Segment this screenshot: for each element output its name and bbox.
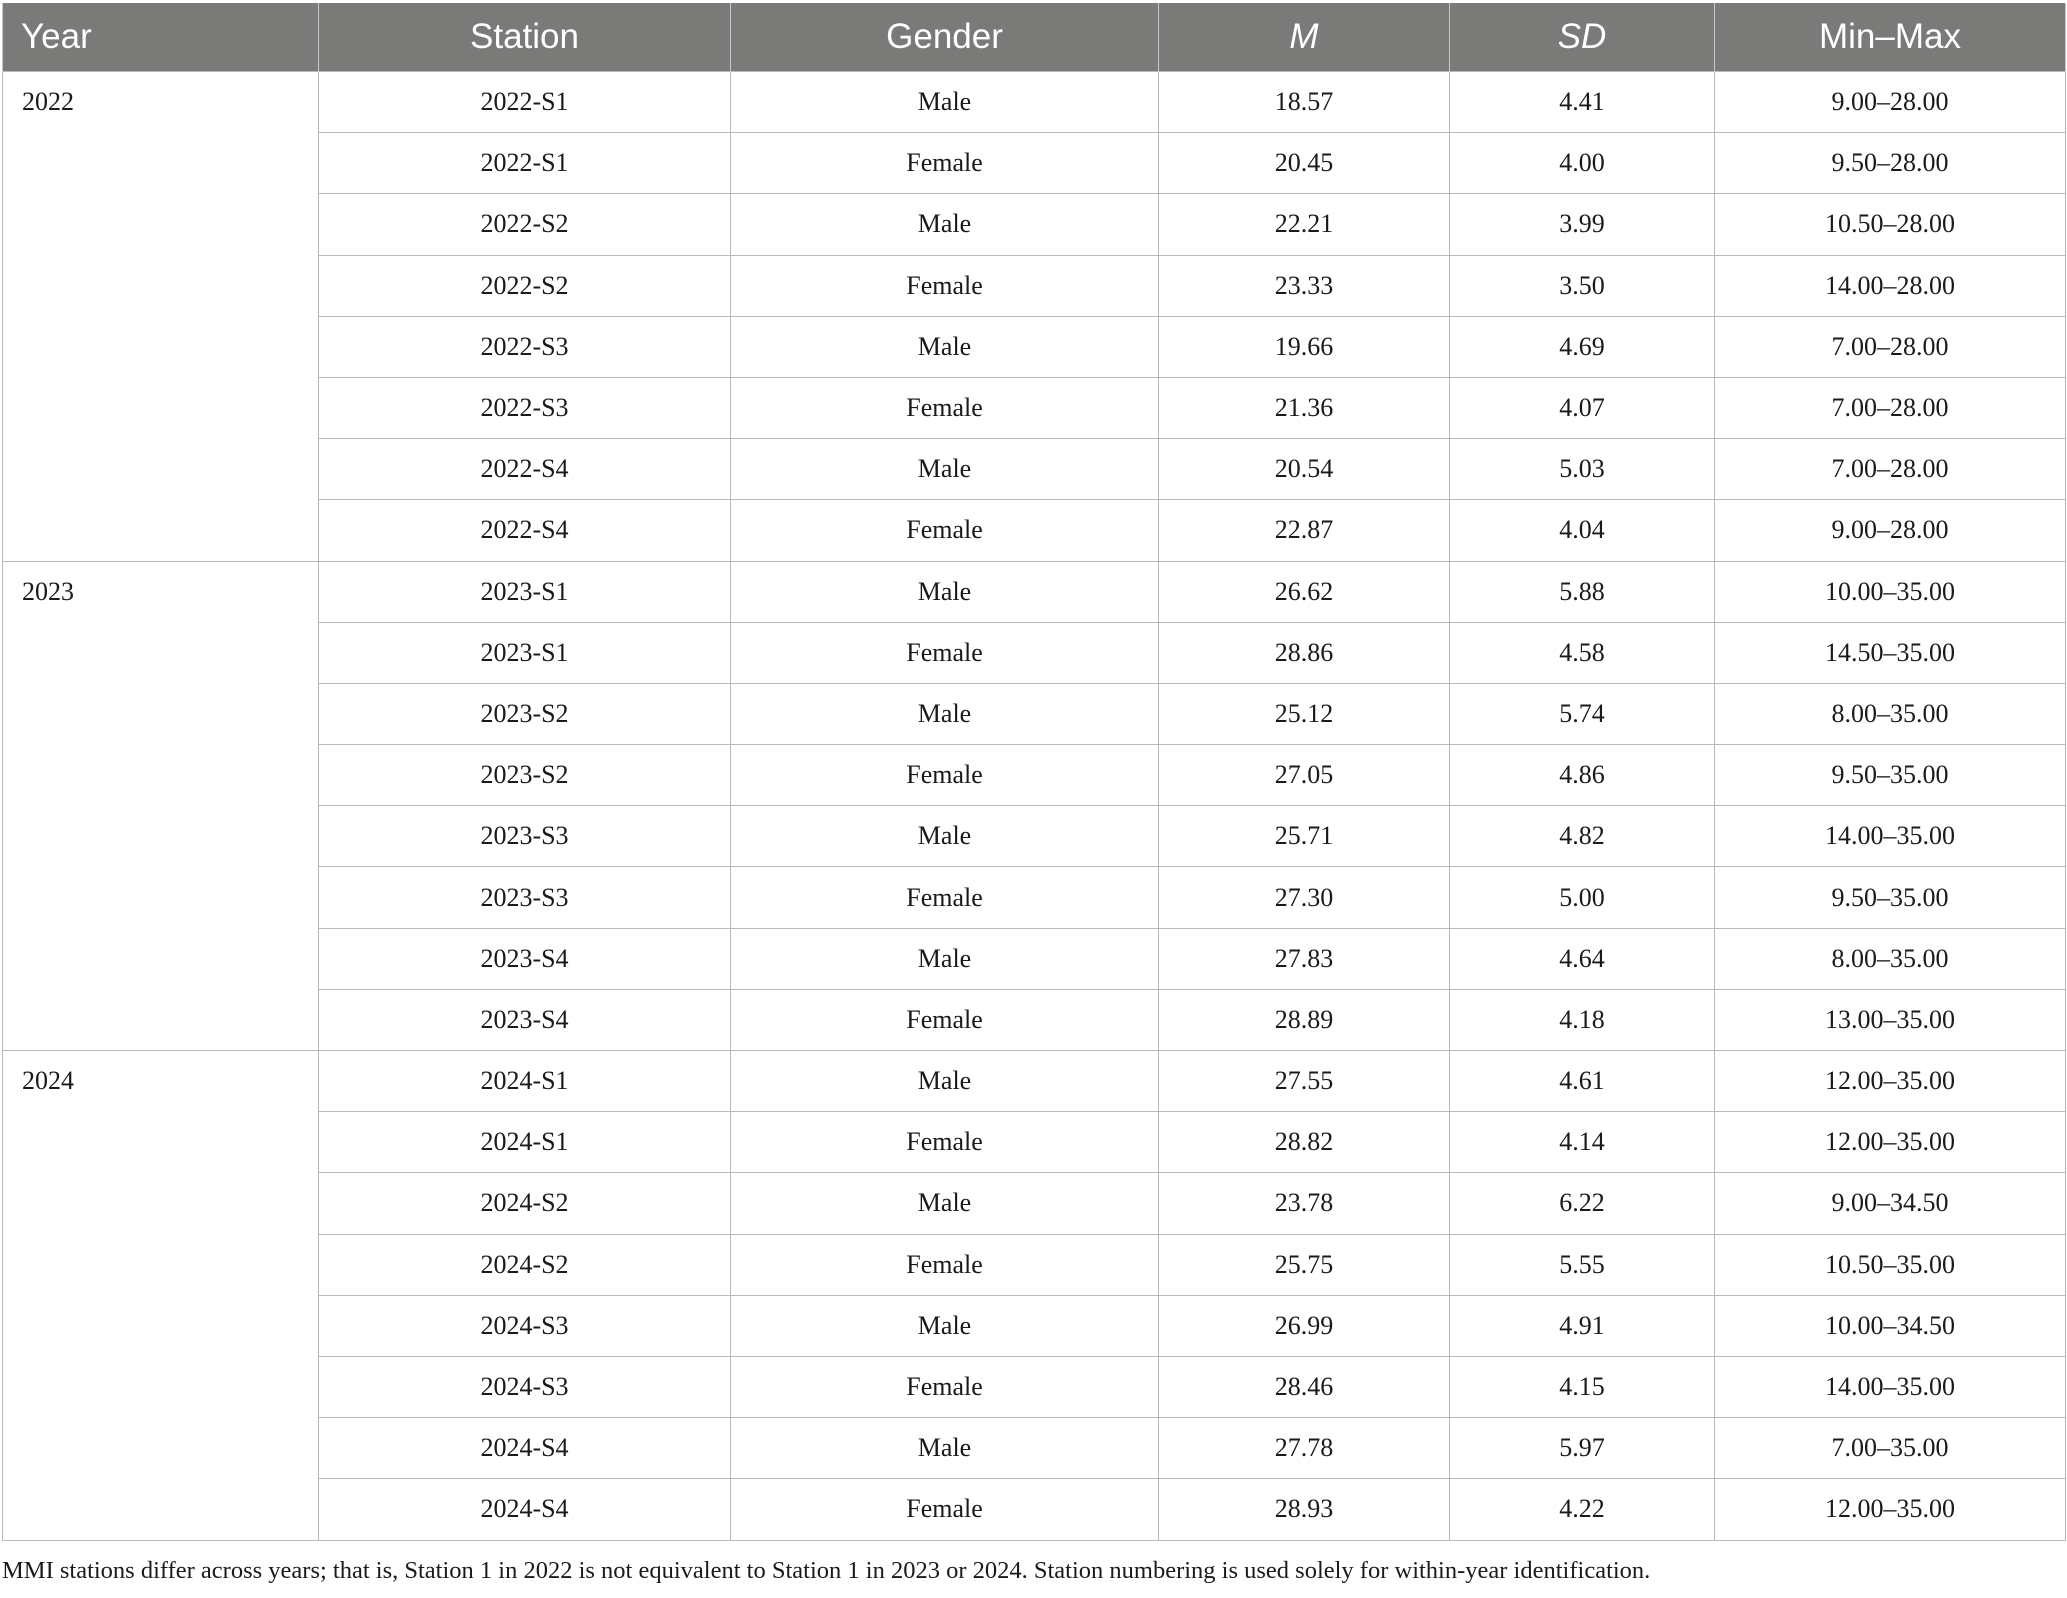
station-cell: 2023-S4 bbox=[319, 928, 731, 989]
mean-cell: 27.55 bbox=[1159, 1051, 1450, 1112]
sd-cell: 4.14 bbox=[1450, 1112, 1715, 1173]
mean-cell: 28.93 bbox=[1159, 1479, 1450, 1540]
table-row bbox=[3, 1051, 2066, 1112]
sd-cell: 6.22 bbox=[1450, 1173, 1715, 1234]
gender-cell: Female bbox=[731, 1112, 1159, 1173]
sd-cell: 4.69 bbox=[1450, 316, 1715, 377]
range-cell: 10.50–28.00 bbox=[1715, 194, 2066, 255]
range-cell: 7.00–35.00 bbox=[1715, 1418, 2066, 1479]
gender-cell: Male bbox=[731, 72, 1159, 133]
range-cell: 9.00–28.00 bbox=[1715, 500, 2066, 561]
mean-cell: 28.46 bbox=[1159, 1356, 1450, 1417]
mean-cell: 27.83 bbox=[1159, 928, 1450, 989]
gender-cell: Male bbox=[731, 928, 1159, 989]
gender-cell: Male bbox=[731, 1295, 1159, 1356]
header-gender: Gender bbox=[731, 3, 1159, 72]
sd-cell: 3.99 bbox=[1450, 194, 1715, 255]
range-cell: 14.00–35.00 bbox=[1715, 1356, 2066, 1417]
range-cell: 9.50–35.00 bbox=[1715, 745, 2066, 806]
station-cell: 2023-S2 bbox=[319, 683, 731, 744]
gender-cell: Female bbox=[731, 1234, 1159, 1295]
sd-cell: 4.00 bbox=[1450, 133, 1715, 194]
sd-cell: 4.07 bbox=[1450, 377, 1715, 438]
sd-cell: 5.55 bbox=[1450, 1234, 1715, 1295]
mean-cell: 27.78 bbox=[1159, 1418, 1450, 1479]
sd-cell: 3.50 bbox=[1450, 255, 1715, 316]
year-cell: 2022 bbox=[3, 72, 319, 562]
gender-cell: Female bbox=[731, 867, 1159, 928]
mean-cell: 28.82 bbox=[1159, 1112, 1450, 1173]
range-cell: 14.50–35.00 bbox=[1715, 622, 2066, 683]
mean-cell: 20.45 bbox=[1159, 133, 1450, 194]
mean-cell: 27.30 bbox=[1159, 867, 1450, 928]
sd-cell: 4.15 bbox=[1450, 1356, 1715, 1417]
gender-cell: Male bbox=[731, 1418, 1159, 1479]
range-cell: 14.00–35.00 bbox=[1715, 806, 2066, 867]
table-row bbox=[3, 72, 2066, 133]
gender-cell: Female bbox=[731, 1356, 1159, 1417]
station-cell: 2022-S4 bbox=[319, 500, 731, 561]
sd-cell: 5.88 bbox=[1450, 561, 1715, 622]
year-cell: 2024 bbox=[3, 1051, 319, 1541]
range-cell: 9.00–28.00 bbox=[1715, 72, 2066, 133]
sd-cell: 4.22 bbox=[1450, 1479, 1715, 1540]
sd-cell: 5.00 bbox=[1450, 867, 1715, 928]
header-min-max: Min–Max bbox=[1715, 3, 2066, 72]
gender-cell: Female bbox=[731, 622, 1159, 683]
range-cell: 8.00–35.00 bbox=[1715, 683, 2066, 744]
sd-cell: 5.74 bbox=[1450, 683, 1715, 744]
station-cell: 2024-S2 bbox=[319, 1173, 731, 1234]
mean-cell: 28.86 bbox=[1159, 622, 1450, 683]
station-cell: 2022-S3 bbox=[319, 377, 731, 438]
station-cell: 2024-S4 bbox=[319, 1479, 731, 1540]
station-cell: 2022-S1 bbox=[319, 133, 731, 194]
range-cell: 7.00–28.00 bbox=[1715, 377, 2066, 438]
station-cell: 2024-S1 bbox=[319, 1051, 731, 1112]
station-cell: 2022-S2 bbox=[319, 255, 731, 316]
mean-cell: 20.54 bbox=[1159, 439, 1450, 500]
sd-cell: 4.18 bbox=[1450, 989, 1715, 1050]
range-cell: 12.00–35.00 bbox=[1715, 1051, 2066, 1112]
header-row bbox=[3, 3, 2066, 72]
gender-cell: Male bbox=[731, 683, 1159, 744]
mean-cell: 22.87 bbox=[1159, 500, 1450, 561]
station-cell: 2022-S3 bbox=[319, 316, 731, 377]
sd-cell: 5.03 bbox=[1450, 439, 1715, 500]
station-cell: 2023-S4 bbox=[319, 989, 731, 1050]
sd-cell: 4.64 bbox=[1450, 928, 1715, 989]
range-cell: 9.00–34.50 bbox=[1715, 1173, 2066, 1234]
mean-cell: 21.36 bbox=[1159, 377, 1450, 438]
range-cell: 14.00–28.00 bbox=[1715, 255, 2066, 316]
gender-cell: Male bbox=[731, 439, 1159, 500]
sd-cell: 4.86 bbox=[1450, 745, 1715, 806]
station-cell: 2023-S3 bbox=[319, 867, 731, 928]
station-cell: 2022-S2 bbox=[319, 194, 731, 255]
gender-cell: Female bbox=[731, 745, 1159, 806]
station-cell: 2023-S1 bbox=[319, 561, 731, 622]
statistics-table bbox=[2, 3, 2066, 1541]
mean-cell: 19.66 bbox=[1159, 316, 1450, 377]
sd-cell: 4.61 bbox=[1450, 1051, 1715, 1112]
range-cell: 9.50–28.00 bbox=[1715, 133, 2066, 194]
gender-cell: Male bbox=[731, 194, 1159, 255]
range-cell: 10.00–34.50 bbox=[1715, 1295, 2066, 1356]
mean-cell: 23.33 bbox=[1159, 255, 1450, 316]
header-mean: M bbox=[1159, 3, 1450, 72]
gender-cell: Female bbox=[731, 377, 1159, 438]
table-body bbox=[3, 72, 2066, 1541]
mean-cell: 25.12 bbox=[1159, 683, 1450, 744]
gender-cell: Male bbox=[731, 561, 1159, 622]
station-cell: 2024-S3 bbox=[319, 1295, 731, 1356]
sd-cell: 5.97 bbox=[1450, 1418, 1715, 1479]
range-cell: 8.00–35.00 bbox=[1715, 928, 2066, 989]
gender-cell: Male bbox=[731, 806, 1159, 867]
station-cell: 2023-S3 bbox=[319, 806, 731, 867]
header-station: Station bbox=[319, 3, 731, 72]
range-cell: 12.00–35.00 bbox=[1715, 1479, 2066, 1540]
station-cell: 2022-S1 bbox=[319, 72, 731, 133]
mean-cell: 23.78 bbox=[1159, 1173, 1450, 1234]
station-cell: 2024-S3 bbox=[319, 1356, 731, 1417]
gender-cell: Female bbox=[731, 255, 1159, 316]
range-cell: 10.50–35.00 bbox=[1715, 1234, 2066, 1295]
station-cell: 2024-S1 bbox=[319, 1112, 731, 1173]
gender-cell: Male bbox=[731, 316, 1159, 377]
sd-cell: 4.41 bbox=[1450, 72, 1715, 133]
range-cell: 10.00–35.00 bbox=[1715, 561, 2066, 622]
mean-cell: 28.89 bbox=[1159, 989, 1450, 1050]
gender-cell: Female bbox=[731, 500, 1159, 561]
station-cell: 2023-S1 bbox=[319, 622, 731, 683]
mean-cell: 27.05 bbox=[1159, 745, 1450, 806]
station-cell: 2023-S2 bbox=[319, 745, 731, 806]
mean-cell: 22.21 bbox=[1159, 194, 1450, 255]
range-cell: 7.00–28.00 bbox=[1715, 316, 2066, 377]
range-cell: 12.00–35.00 bbox=[1715, 1112, 2066, 1173]
gender-cell: Male bbox=[731, 1173, 1159, 1234]
mean-cell: 25.75 bbox=[1159, 1234, 1450, 1295]
year-cell: 2023 bbox=[3, 561, 319, 1051]
range-cell: 7.00–28.00 bbox=[1715, 439, 2066, 500]
table-header bbox=[3, 3, 2066, 72]
gender-cell: Female bbox=[731, 133, 1159, 194]
table-footnote: MMI stations differ across years; that is, Station 1 in 2022 is not equivalent to Station 1 in 2023 or 2024. Station numbering is used solely for within-year identification. bbox=[2, 1557, 1651, 1584]
table-row bbox=[3, 561, 2066, 622]
range-cell: 9.50–35.00 bbox=[1715, 867, 2066, 928]
sd-cell: 4.58 bbox=[1450, 622, 1715, 683]
gender-cell: Female bbox=[731, 1479, 1159, 1540]
gender-cell: Male bbox=[731, 1051, 1159, 1112]
mean-cell: 25.71 bbox=[1159, 806, 1450, 867]
sd-cell: 4.04 bbox=[1450, 500, 1715, 561]
mean-cell: 26.99 bbox=[1159, 1295, 1450, 1356]
sd-cell: 4.82 bbox=[1450, 806, 1715, 867]
station-cell: 2022-S4 bbox=[319, 439, 731, 500]
range-cell: 13.00–35.00 bbox=[1715, 989, 2066, 1050]
header-sd: SD bbox=[1450, 3, 1715, 72]
station-cell: 2024-S2 bbox=[319, 1234, 731, 1295]
mean-cell: 26.62 bbox=[1159, 561, 1450, 622]
header-year: Year bbox=[3, 3, 319, 72]
mean-cell: 18.57 bbox=[1159, 72, 1450, 133]
gender-cell: Female bbox=[731, 989, 1159, 1050]
sd-cell: 4.91 bbox=[1450, 1295, 1715, 1356]
station-cell: 2024-S4 bbox=[319, 1418, 731, 1479]
